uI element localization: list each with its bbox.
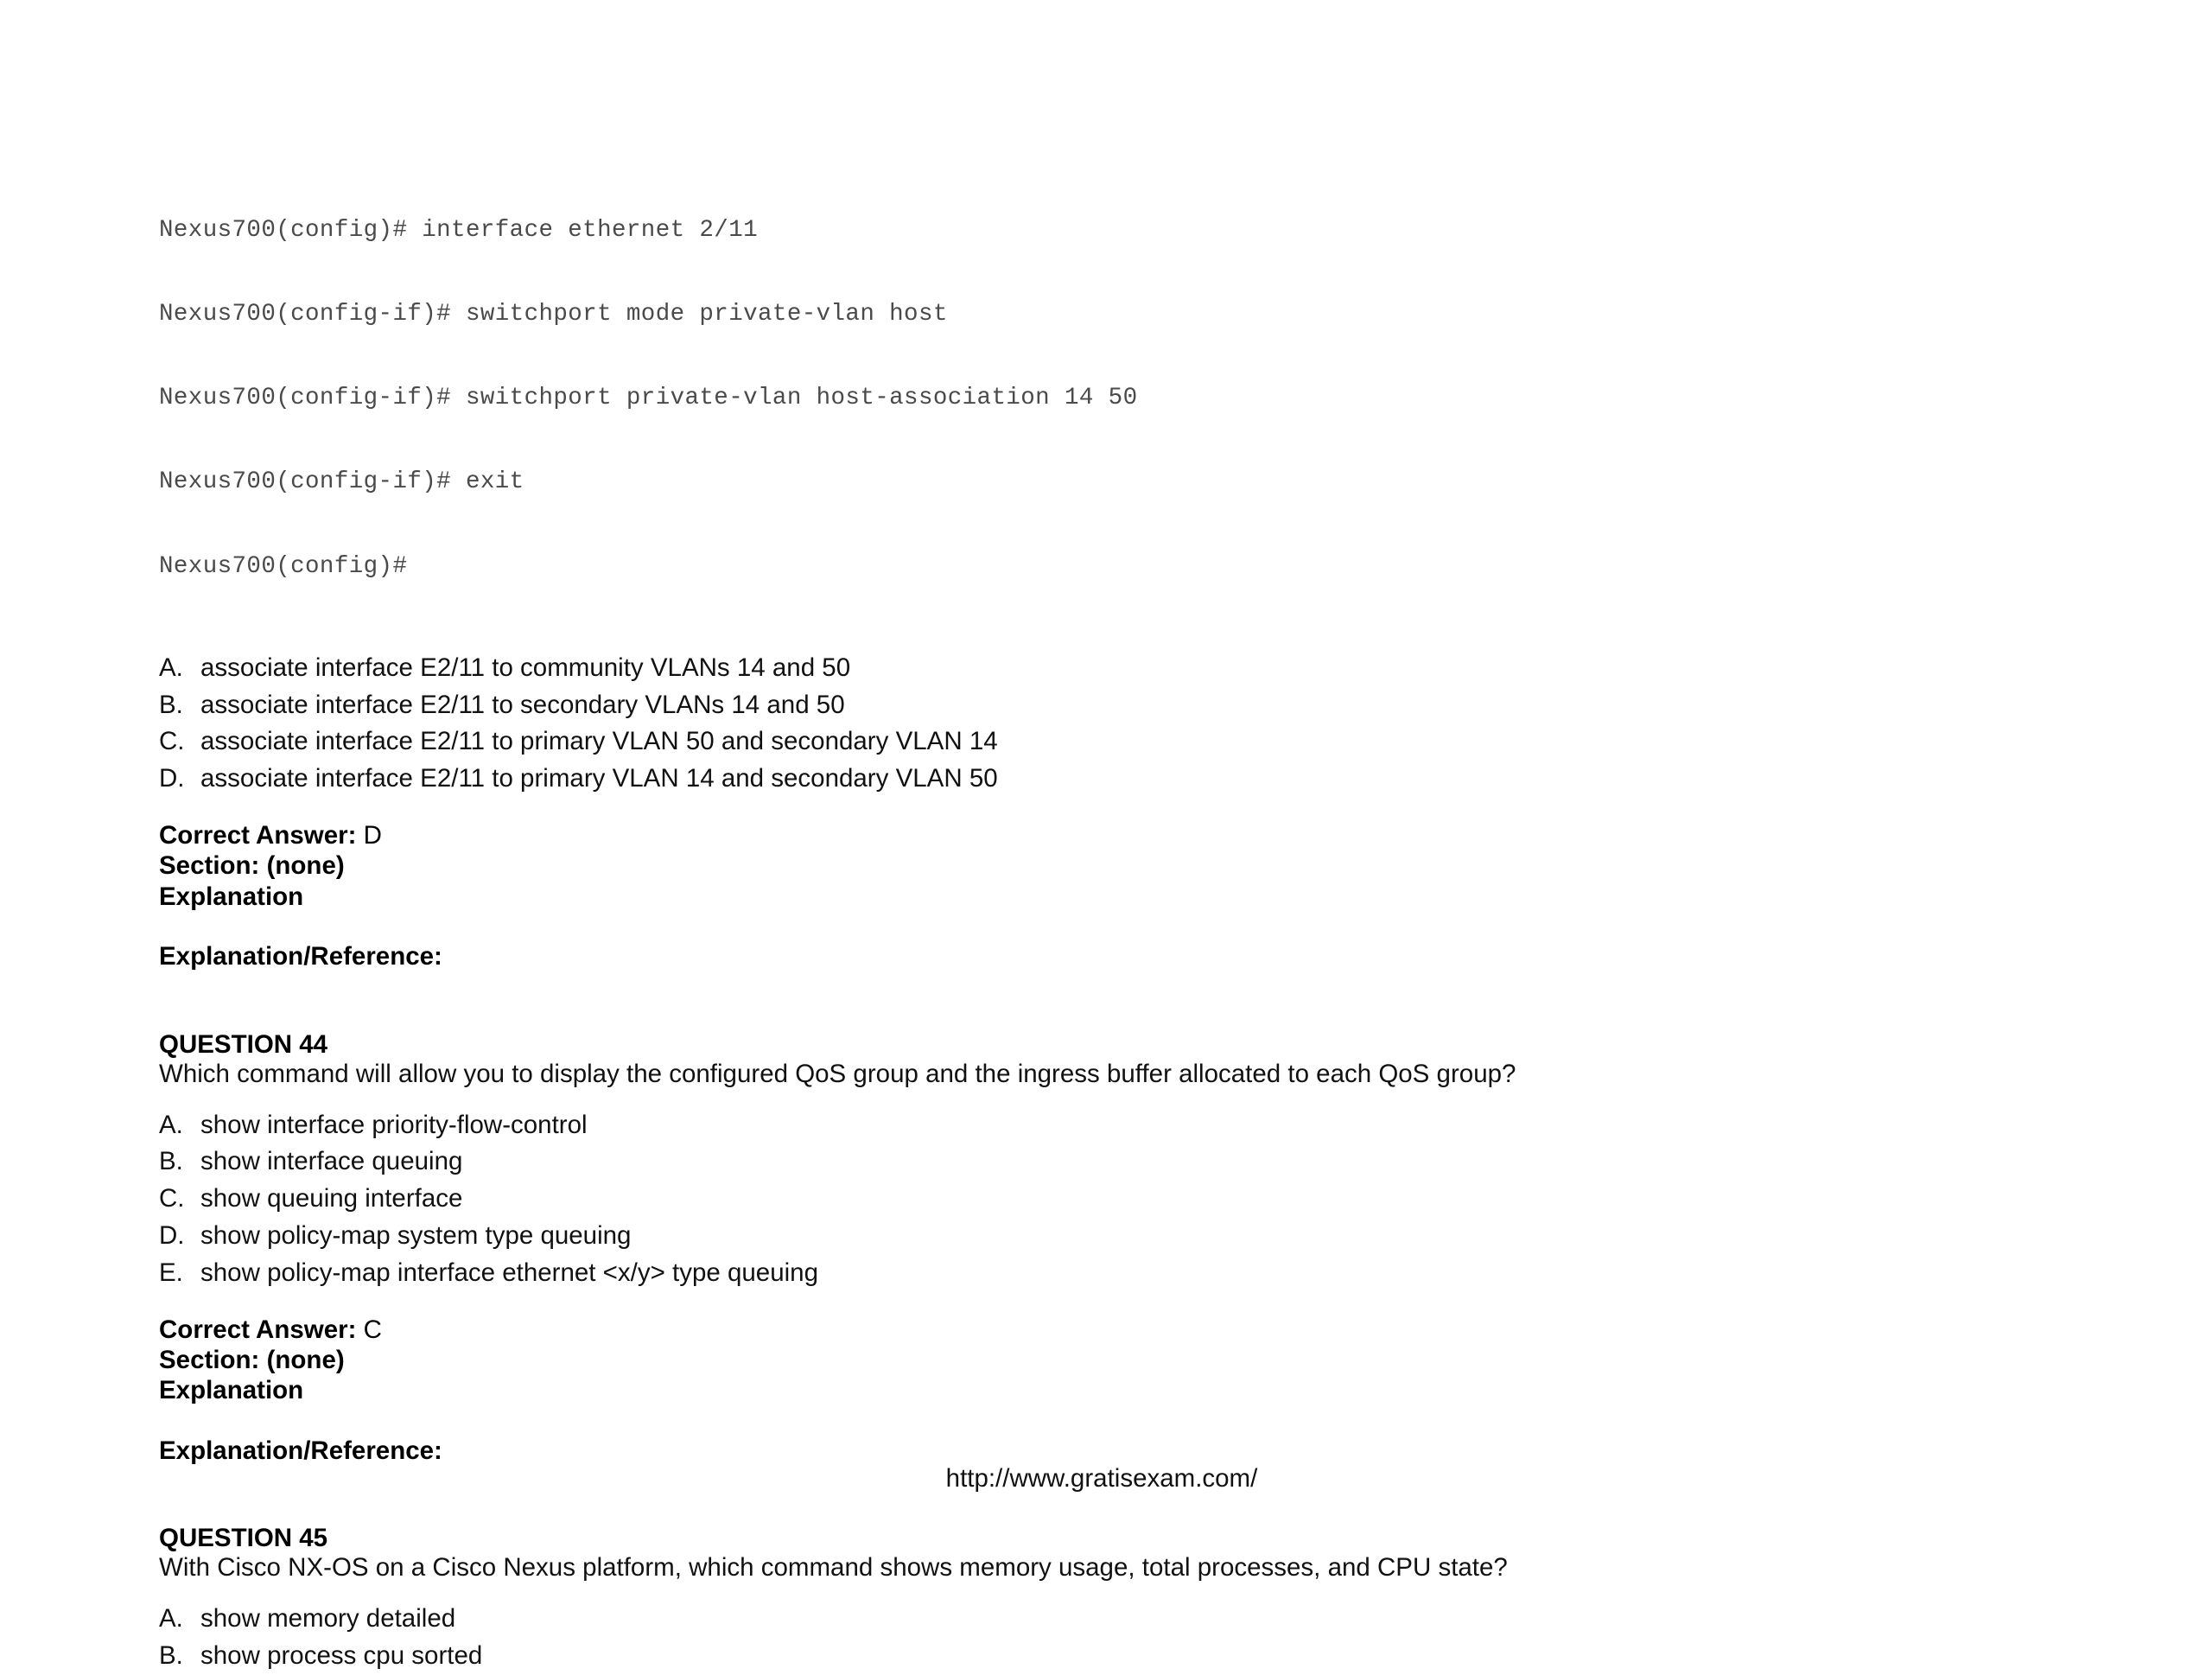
option-letter: B. [159,690,183,719]
correct-answer-label: Correct Answer: [159,821,357,850]
q45-options [159,1601,2060,1675]
q44-text: Which command will allow you to display the configured QoS group and the ingress buffer allocated to each QoS group? [159,1059,1516,1088]
correct-answer-value: C [363,1315,382,1344]
q43-correct-answer [159,820,2060,850]
option-letter: E. [159,1258,183,1287]
option-text: show queuing interface [200,1184,463,1213]
q44-options [159,1107,2060,1292]
option-letter: D. [159,1220,185,1250]
option-letter: C. [159,727,185,756]
q45-text: With Cisco NX-OS on a Cisco Nexus platform, which command shows memory usage, total processes, and CPU state? [159,1553,1508,1583]
option-text: associate interface E2/11 to primary VLAN 14 and secondary VLAN 50 [200,764,998,793]
option-letter: B. [159,1640,183,1670]
option-letter: A. [159,653,183,682]
cli-code-block [159,161,2060,637]
q44-heading: QUESTION 44 [159,1029,328,1059]
option-text: show policy-map interface ethernet <x/y> type queuing [200,1258,818,1287]
code-line: Nexus700(config-if)# switchport private-vlan host-association 14 50 [159,385,1138,412]
option-letter: A. [159,1110,183,1139]
footer-url-link[interactable]: http://www.gratisexam.com/ [945,1464,1258,1493]
q43-explanation-reference: Explanation/Reference: [159,942,442,971]
footer [0,1463,2212,1494]
option-text: show interface queuing [200,1147,463,1176]
option-letter: C. [159,1184,185,1213]
option-text: show memory detailed [200,1604,456,1634]
q44-explanation-reference: Explanation/Reference: [159,1436,442,1465]
option-text: associate interface E2/11 to community VLANs 14 and 50 [200,653,851,682]
q44-option-a [159,1107,2060,1144]
q44-correct-answer [159,1315,2060,1345]
code-line: Nexus700(config)# [159,552,408,580]
option-text: associate interface E2/11 to primary VLAN 50 and secondary VLAN 14 [200,727,998,756]
option-letter: B. [159,1147,183,1176]
code-line: Nexus700(config-if)# exit [159,468,524,496]
q45-option-b [159,1638,2060,1675]
code-line: Nexus700(config)# interface ethernet 2/11 [159,216,759,244]
q44-option-b [159,1143,2060,1181]
q43-option-d [159,761,2060,798]
option-letter: A. [159,1604,183,1634]
q43-option-c [159,723,2060,761]
code-line: Nexus700(config-if)# switchport mode private-vlan host [159,301,948,328]
q44-option-c [159,1181,2060,1218]
correct-answer-value: D [363,821,382,850]
q44-section: Section: (none) [159,1345,345,1374]
option-text: show interface priority-flow-control [200,1110,588,1139]
option-text: associate interface E2/11 to secondary VLANs 14 and 50 [200,690,845,719]
q45-heading: QUESTION 45 [159,1524,328,1553]
q43-option-a [159,650,2060,687]
q43-options [159,650,2060,798]
q43-option-b [159,687,2060,724]
q43-explanation: Explanation [159,882,304,911]
option-text: show policy-map system type queuing [200,1220,632,1250]
q44-option-e [159,1255,2060,1292]
q45-option-a [159,1601,2060,1638]
page-content [159,161,2060,1675]
option-text: show process cpu sorted [200,1640,483,1670]
q44-explanation: Explanation [159,1376,304,1405]
q44-option-d [159,1218,2060,1255]
option-letter: D. [159,764,185,793]
q43-section: Section: (none) [159,851,345,881]
correct-answer-label: Correct Answer: [159,1315,357,1344]
